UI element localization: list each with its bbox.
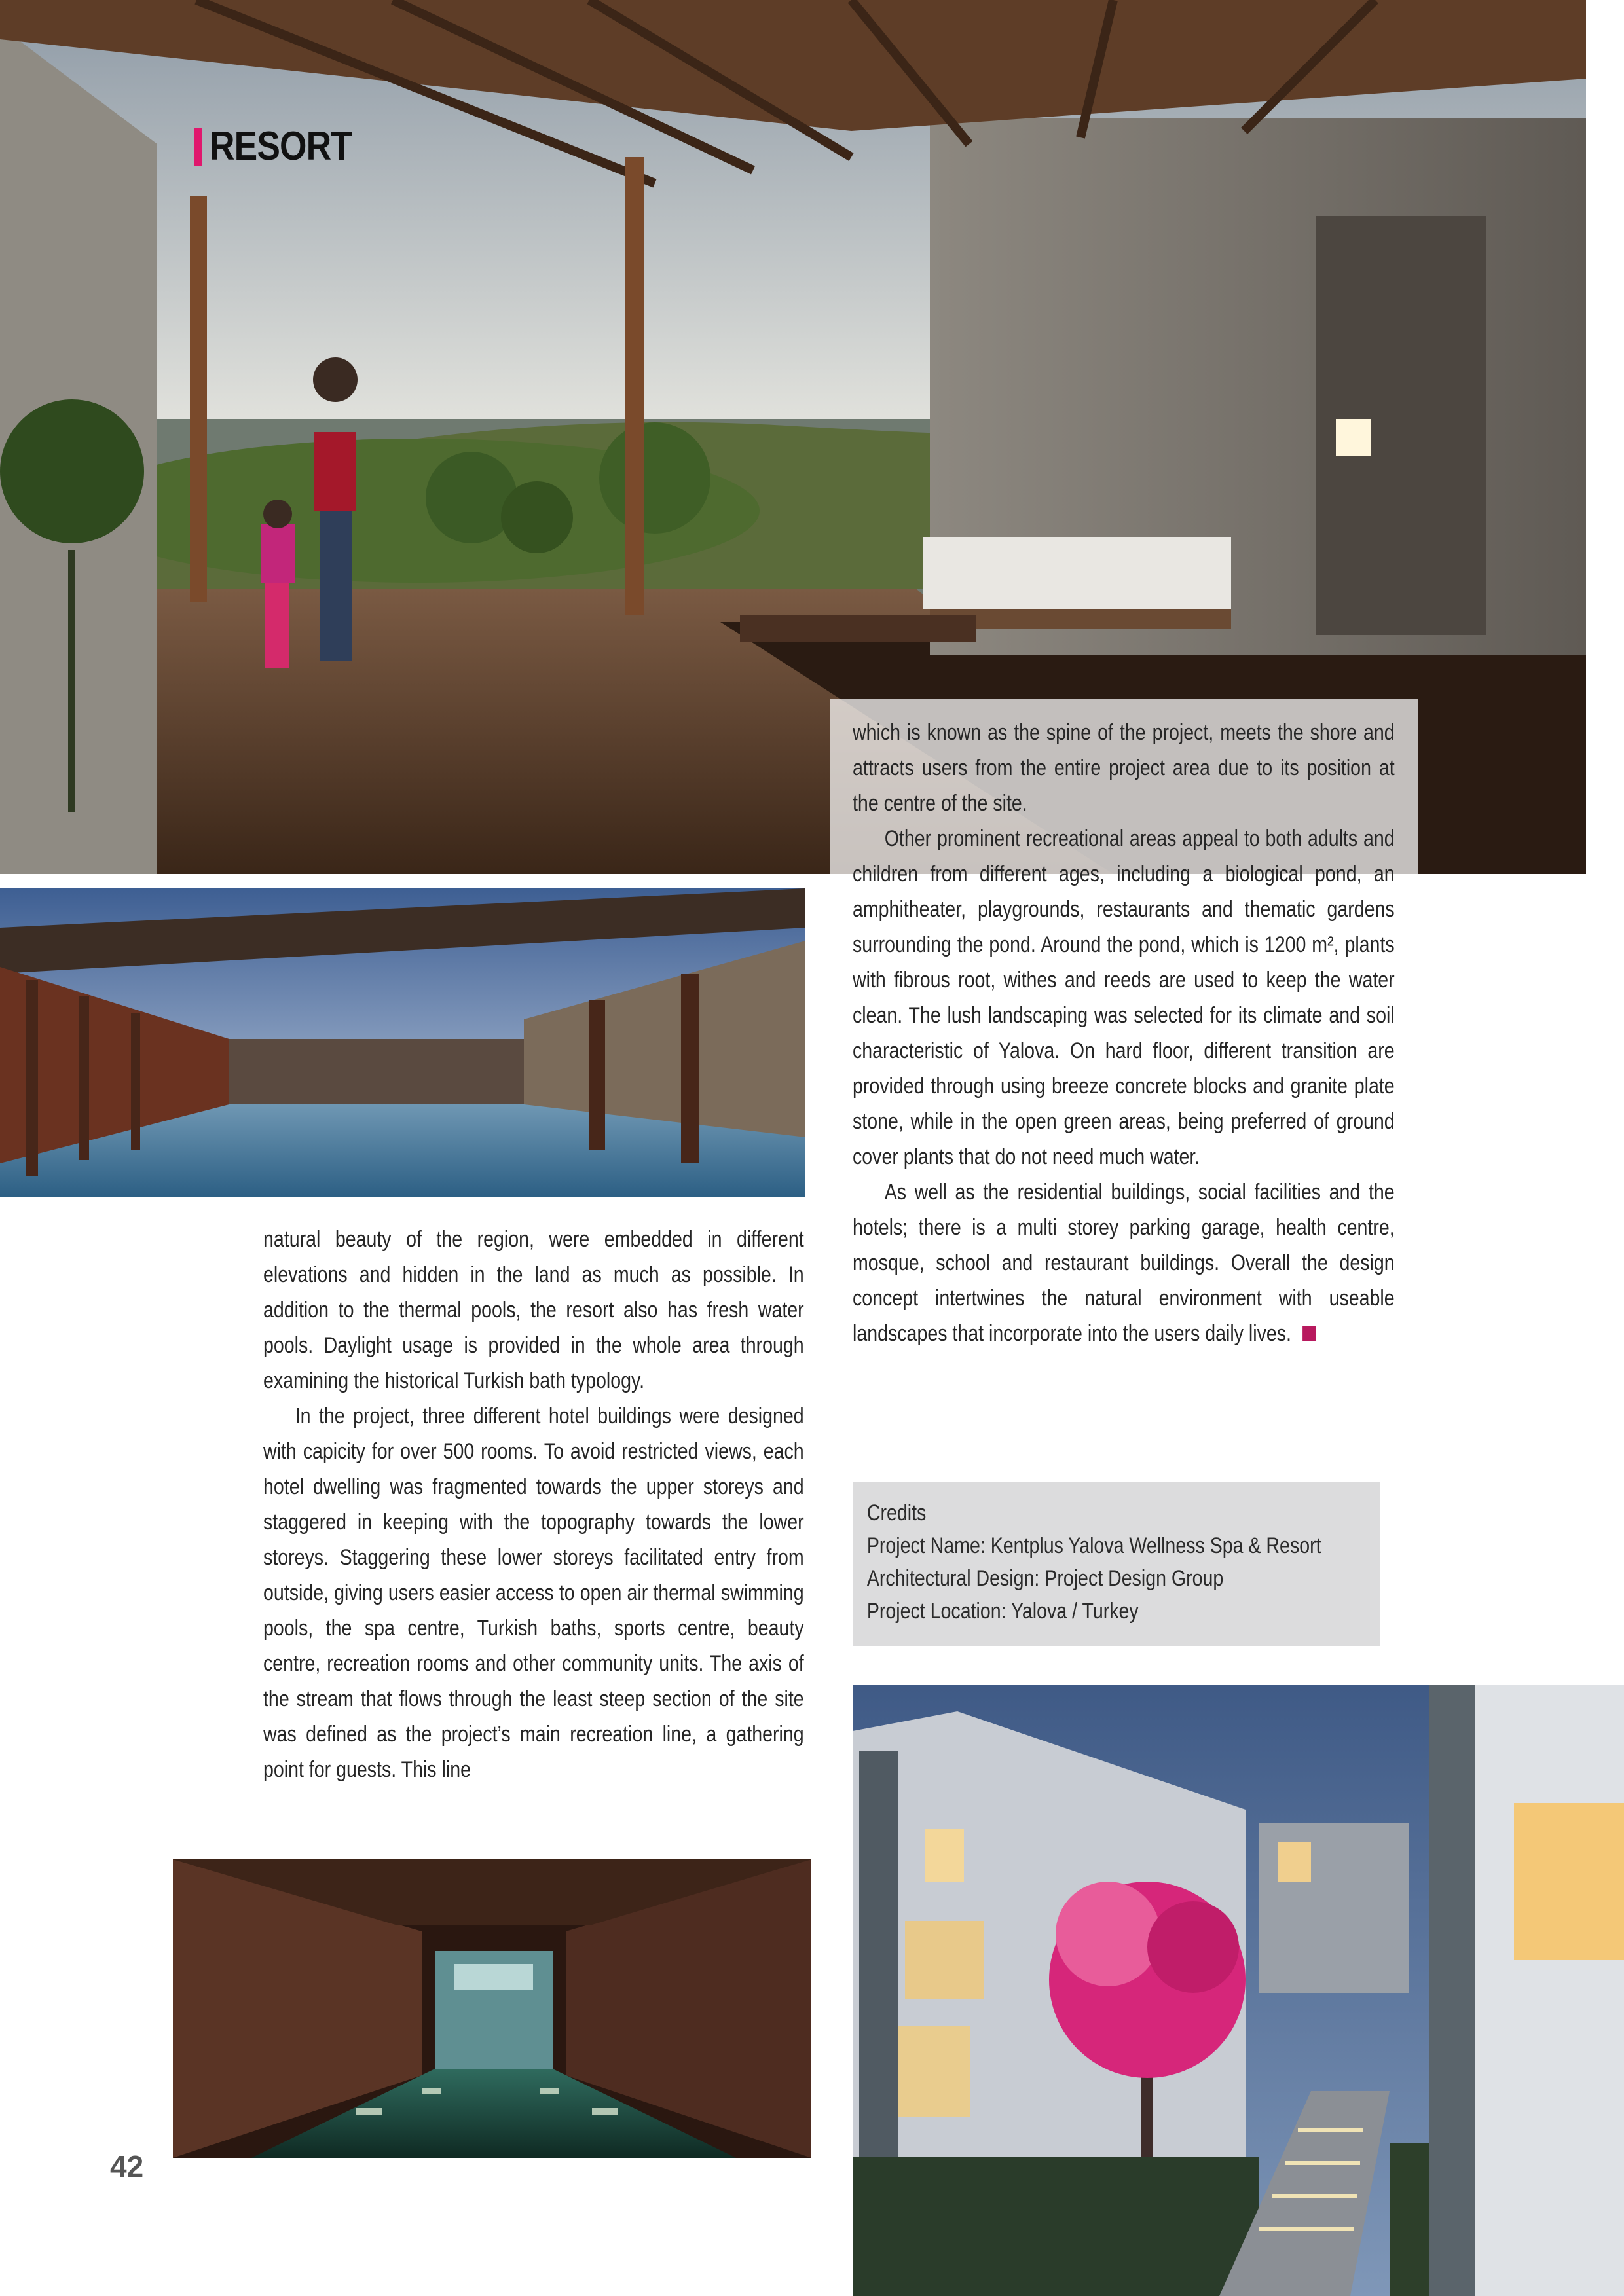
section-tag-accent bbox=[194, 128, 202, 166]
section-tag bbox=[194, 123, 375, 170]
page-number: 42 bbox=[110, 2149, 144, 2183]
right-paragraph-1: which is known as the spine of the project, meets the shore and attracts users from the entire project area due to its position at the centre of the site. bbox=[853, 720, 1395, 816]
pool-image bbox=[0, 888, 805, 1197]
credits-architectural-design: Architectural Design: Project Design Group bbox=[866, 1566, 1224, 1591]
residential-illustration bbox=[853, 1685, 1624, 2296]
credits-project-name: Project Name: Kentplus Yalova Wellness Spa & Resort bbox=[866, 1533, 1321, 1558]
article-end-mark bbox=[1302, 1326, 1316, 1341]
corridor-image bbox=[173, 1859, 811, 2158]
right-paragraph-2: Other prominent recreational areas appeal to both adults and children from different ages, including a biological pond, an amphitheater, playgrounds, restaurants and thematic gardens surrounding the pond. Around the pond, which is 1200 m², plants with fibrous root, withes and reeds are used to keep the water clean. The lush landscaping was selected for its climate and soil characteristic of Yalova. On hard floor, different transition are provided through using breeze concrete blocks and granite plate stone, while in the open green areas, being preferred of ground cover plants that do not need much water. bbox=[853, 826, 1395, 1169]
left-paragraph-2: In the project, three different hotel buildings were designed with capicity for over 500 rooms. To avoid restricted views, each hotel dwelling was fragmented towards the upper storeys and staggered in keeping with the topography towards the lower storeys. Staggering these lower storeys facilitated entry from outside, giving users easier access to open air thermal swimming pools, the spa centre, Turkish baths, sports centre, beauty centre, recreation rooms and other community units. The axis of the stream that flows through the least steep section of the site was defined as the project’s main recreation line, a gathering point for guests. This line bbox=[263, 1404, 804, 1782]
residential-night-image bbox=[853, 1685, 1624, 2296]
right-paragraph-3: As well as the residential buildings, social facilities and the hotels; there is a multi storey parking garage, health centre, mosque, school and restaurant buildings. Overall the design concept intertwines the natural environment with useable landscapes that incorporate into the users daily lives. bbox=[853, 1180, 1395, 1346]
right-column-text bbox=[853, 715, 1395, 1351]
credits-project-location: Project Location: Yalova / Turkey bbox=[866, 1599, 1139, 1624]
left-column-text bbox=[263, 1222, 804, 1787]
credits-box bbox=[853, 1482, 1380, 1646]
corridor-illustration bbox=[173, 1859, 811, 2158]
pool-illustration bbox=[0, 888, 805, 1197]
section-label: RESORT bbox=[210, 124, 352, 169]
left-paragraph-1: natural beauty of the region, were embedded in different elevations and hidden in the land as much as possible. In addition to the thermal pools, the resort also has fresh water pools. Daylight usage is provided in the whole area through examining the historical Turkish bath typology. bbox=[263, 1227, 804, 1393]
credits-heading: Credits bbox=[866, 1501, 927, 1525]
